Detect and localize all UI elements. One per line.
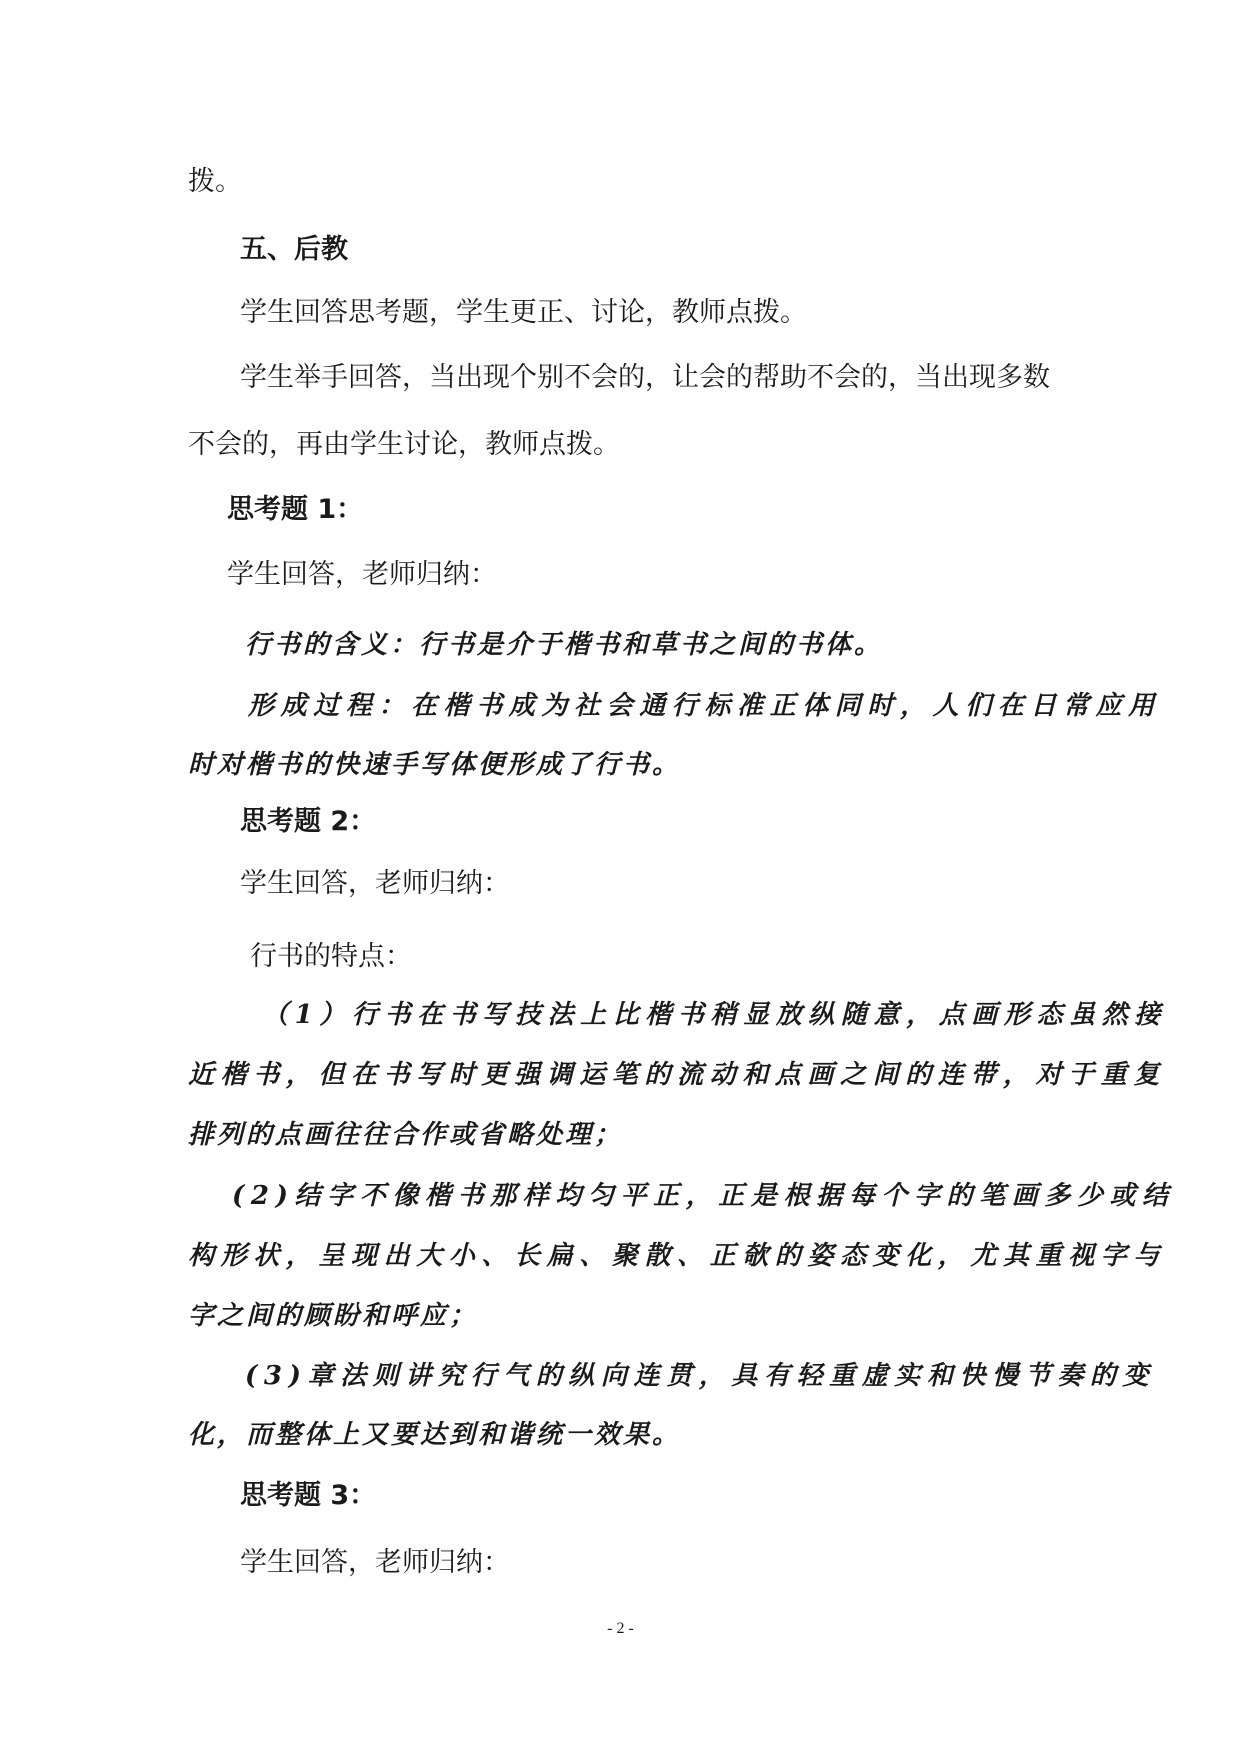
calligraphy-text: （1）行书在书写技法上比楷书稍显放纵随意，点画形态虽然接 xyxy=(262,1000,1167,1030)
calligraphy-text: 化，而整体上又要达到和谐统一效果。 xyxy=(188,1420,682,1450)
calligraphy-text: 字之间的顾盼和呼应； xyxy=(188,1301,479,1331)
question-heading: 思考题 2： xyxy=(240,806,377,837)
paragraph: 行书的特点： xyxy=(250,941,412,972)
calligraphy-text: 行书的含义：行书是介于楷书和草书之间的书体。 xyxy=(245,630,884,660)
page-number: - 2 - xyxy=(607,1620,634,1637)
paragraph: 学生回答，老师归纳： xyxy=(240,1547,510,1578)
paragraph: 不会的，再由学生讨论，教师点拨。 xyxy=(188,429,620,460)
paragraph: 学生回答思考题，学生更正、讨论，教师点拨。 xyxy=(240,297,807,328)
paragraph: 学生举手回答，当出现个别不会的，让会的帮助不会的，当出现多数 xyxy=(240,362,1050,393)
calligraphy-text: (3)章法则讲究行气的纵向连贯，具有轻重虚实和快慢节奏的变 xyxy=(245,1361,1156,1391)
calligraphy-text: (2)结字不像楷书那样均匀平正，正是根据每个字的笔画多少或结 xyxy=(232,1181,1175,1211)
calligraphy-text: 构形状，呈现出大小、长扁、聚散、正欹的姿态变化，尤其重视字与 xyxy=(188,1241,1167,1271)
calligraphy-text: 排列的点画往往合作或省略处理； xyxy=(188,1120,624,1150)
paragraph: 学生回答，老师归纳： xyxy=(240,868,510,899)
section-heading: 五、后教 xyxy=(240,234,348,265)
question-heading: 思考题 3： xyxy=(240,1480,377,1511)
paragraph-continuation: 拨。 xyxy=(188,166,242,197)
question-heading: 思考题 1： xyxy=(227,494,364,525)
calligraphy-text: 形成过程：在楷书成为社会通行标准正体同时，人们在日常应用 xyxy=(248,691,1161,721)
calligraphy-text: 近楷书，但在书写时更强调运笔的流动和点画之间的连带，对于重复 xyxy=(188,1060,1167,1090)
paragraph: 学生回答，老师归纳： xyxy=(227,559,497,590)
calligraphy-text: 时对楷书的快速手写体便形成了行书。 xyxy=(188,750,682,780)
